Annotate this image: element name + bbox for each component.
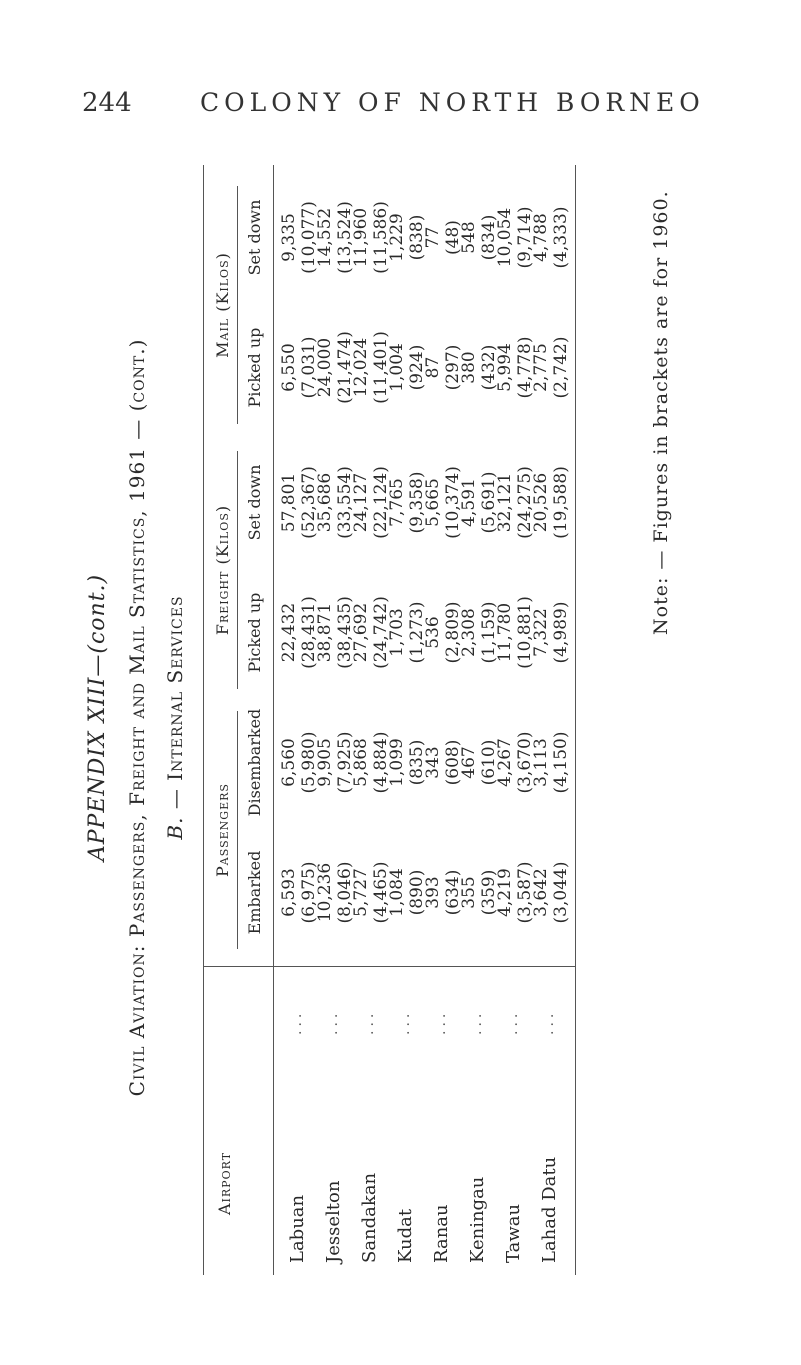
cell-value-1960: (2,809) (443, 601, 463, 664)
airport-header: Airport (215, 1151, 234, 1215)
table-cell (387, 570, 427, 695)
cell-value-1961: 467 (459, 746, 479, 779)
statistics-table (85, 150, 685, 1285)
cell-value-1961: 5,868 (351, 738, 371, 787)
cell-value-1960: (10,077) (299, 201, 319, 274)
table-cell (459, 570, 499, 695)
cell-value-1961: 7,765 (387, 478, 407, 527)
table-cell (315, 440, 355, 565)
cell-value-1960: (359) (479, 869, 499, 916)
cell-value-1960: (834) (479, 214, 499, 261)
subtitle-text: — Internal Services (163, 595, 187, 817)
cell-value-1960: (1,273) (407, 601, 427, 664)
cell-value-1960: (10,374) (443, 466, 463, 539)
cell-value-1960: (608) (443, 739, 463, 786)
page-number: 244 (82, 88, 132, 118)
cell-value-1960: (634) (443, 869, 463, 916)
bottom-rule (575, 165, 576, 1275)
table-cell (351, 700, 391, 825)
cell-value-1961: 22,432 (279, 602, 299, 663)
table-cell (459, 700, 499, 825)
table-cell (315, 305, 355, 430)
table-cell (459, 830, 499, 955)
cell-value-1960: (52,367) (299, 466, 319, 539)
cell-value-1960: (610) (479, 739, 499, 786)
cell-value-1960: (33,554) (335, 466, 355, 539)
table-cell (423, 305, 463, 430)
cell-value-1960: (2,742) (551, 336, 571, 399)
group-header: Mail (Kilos) (213, 252, 232, 358)
table-cell (423, 175, 463, 300)
table-subtitle (163, 150, 187, 1285)
table-heading: Civil Aviation: Passengers, Freight and Mail Statistics, 1961 — (cont.) (125, 338, 149, 1097)
cell-value-1960: (9,714) (515, 206, 535, 269)
column-header: Set down (245, 464, 264, 541)
cell-value-1961: 4,591 (459, 478, 479, 527)
leader-dots: ... (505, 1009, 521, 1035)
cell-value-1961: 1,084 (387, 868, 407, 917)
airport-name: Ranau (431, 1204, 452, 1263)
cell-value-1961: 1,099 (387, 738, 407, 787)
table-cell (531, 570, 571, 695)
table-cell (315, 700, 355, 825)
cell-value-1961: 380 (459, 351, 479, 384)
cell-value-1961: 9,335 (279, 213, 299, 262)
cell-value-1961: 12,024 (351, 337, 371, 398)
table-cell (531, 175, 571, 300)
cell-value-1960: (4,333) (551, 206, 571, 269)
cell-value-1960: (19,588) (551, 466, 571, 539)
cell-value-1961: 10,236 (315, 862, 335, 923)
appendix-label: APPENDIX XIII (85, 676, 110, 862)
leader-dots: ... (541, 1009, 557, 1035)
cell-value-1960: (10,881) (515, 596, 535, 669)
leader-dots: ... (397, 1009, 413, 1035)
table-cell (495, 305, 535, 430)
cell-value-1961: 6,550 (279, 343, 299, 392)
table-cell (315, 175, 355, 300)
cell-value-1960: (3,670) (515, 731, 535, 794)
cell-value-1961: 4,267 (495, 738, 515, 787)
table-cell (459, 305, 499, 430)
leader-dots: ... (433, 1009, 449, 1035)
cell-value-1960: (297) (443, 344, 463, 391)
table-cell (495, 830, 535, 955)
cell-value-1960: (5,980) (299, 731, 319, 794)
table-cell (279, 175, 319, 300)
cell-value-1961: 20,526 (531, 472, 551, 533)
cell-value-1960: (38,435) (335, 596, 355, 669)
subtitle-letter: B. (163, 816, 187, 840)
cell-value-1960: (6,975) (299, 861, 319, 924)
table-cell (351, 305, 391, 430)
table-cell (423, 830, 463, 955)
cell-value-1961: 32,121 (495, 472, 515, 533)
table-cell (531, 440, 571, 565)
table-cell (495, 700, 535, 825)
table-cell (387, 175, 427, 300)
cell-value-1960: (4,465) (371, 861, 391, 924)
cell-value-1960: (24,742) (371, 596, 391, 669)
leader-dots: ... (325, 1009, 341, 1035)
cell-value-1961: 3,642 (531, 868, 551, 917)
cell-value-1960: (924) (407, 344, 427, 391)
cell-value-1961: 6,593 (279, 868, 299, 917)
cell-value-1961: 27,692 (351, 602, 371, 663)
leader-dots: ... (361, 1009, 377, 1035)
leader-dots: ... (289, 1009, 305, 1035)
cell-value-1961: 10,054 (495, 207, 515, 268)
table-cell (279, 570, 319, 695)
cell-value-1961: 11,780 (495, 602, 515, 663)
table-cell (531, 700, 571, 825)
table-cell (351, 175, 391, 300)
table-cell (459, 440, 499, 565)
cell-value-1960: (5,691) (479, 471, 499, 534)
cell-value-1961: 1,703 (387, 608, 407, 657)
cell-value-1961: 35,686 (315, 472, 335, 533)
table-cell (423, 440, 463, 565)
cell-value-1961: 2,308 (459, 608, 479, 657)
cell-value-1960: (28,431) (299, 596, 319, 669)
cell-value-1961: 4,788 (531, 213, 551, 262)
cell-value-1960: (3,587) (515, 861, 535, 924)
cell-value-1960: (4,778) (515, 336, 535, 399)
group-rule (237, 451, 238, 689)
cell-value-1961: 5,665 (423, 478, 443, 527)
cell-value-1961: 1,004 (387, 343, 407, 392)
table-cell (279, 830, 319, 955)
table-cell (279, 700, 319, 825)
cell-value-1961: 536 (423, 616, 443, 649)
table-cell (351, 570, 391, 695)
table-cell (279, 440, 319, 565)
cell-value-1961: 38,871 (315, 602, 335, 663)
table-cell (315, 830, 355, 955)
airport-name: Tawau (503, 1203, 524, 1263)
column-header: Disembarked (245, 708, 264, 817)
cell-value-1961: 87 (423, 356, 443, 379)
cell-value-1961: 11,960 (351, 207, 371, 268)
cell-value-1961: 57,801 (279, 472, 299, 533)
top-rule (203, 165, 204, 1275)
table-cell (459, 175, 499, 300)
cell-value-1961: 7,322 (531, 608, 551, 657)
cell-value-1961: 24,000 (315, 337, 335, 398)
airport-divider (203, 966, 575, 967)
airport-name: Kudat (395, 1208, 416, 1263)
cell-value-1960: (432) (479, 344, 499, 391)
column-header: Picked up (245, 327, 264, 408)
column-header: Set down (245, 199, 264, 276)
cell-value-1960: (21,474) (335, 331, 355, 404)
group-rule (237, 711, 238, 949)
cell-value-1960: (8,046) (335, 861, 355, 924)
airport-name: Keningau (467, 1176, 488, 1263)
table-cell (351, 830, 391, 955)
cell-value-1961: 1,229 (387, 213, 407, 262)
airport-name: Lahad Datu (539, 1156, 560, 1263)
table-cell (495, 440, 535, 565)
cell-value-1961: 3,113 (531, 738, 551, 787)
cell-value-1961: 5,727 (351, 868, 371, 917)
appendix-cont: —(cont.) (85, 573, 110, 677)
cell-value-1960: (24,275) (515, 466, 535, 539)
table-cell (387, 830, 427, 955)
cell-value-1960: (22,124) (371, 466, 391, 539)
cell-value-1960: (13,524) (335, 201, 355, 274)
cell-value-1960: (1,159) (479, 601, 499, 664)
table-cell (495, 175, 535, 300)
group-header: Freight (Kilos) (213, 504, 232, 636)
airport-name: Labuan (287, 1194, 308, 1263)
cell-value-1960: (11,586) (371, 201, 391, 274)
cell-value-1961: 343 (423, 746, 443, 779)
cell-value-1961: 393 (423, 876, 443, 909)
note: Note: — Figures in brackets are for 1960. (650, 190, 672, 635)
table-cell (495, 570, 535, 695)
cell-value-1961: 548 (459, 221, 479, 254)
cell-value-1960: (7,031) (299, 336, 319, 399)
column-header: Picked up (245, 592, 264, 673)
table-cell (423, 700, 463, 825)
airport-name: Jesselton (323, 1180, 344, 1263)
cell-value-1961: 355 (459, 876, 479, 909)
cell-value-1960: (3,044) (551, 861, 571, 924)
group-header: Passengers (213, 783, 232, 877)
cell-value-1961: 14,552 (315, 207, 335, 268)
cell-value-1960: (9,358) (407, 471, 427, 534)
table-cell (279, 305, 319, 430)
table-cell (351, 440, 391, 565)
cell-value-1960: (7,925) (335, 731, 355, 794)
table-cell (531, 305, 571, 430)
cell-value-1960: (4,884) (371, 731, 391, 794)
cell-value-1960: (48) (443, 220, 463, 255)
cell-value-1960: (4,150) (551, 731, 571, 794)
header-rule (273, 165, 274, 1275)
cell-value-1961: 77 (423, 226, 443, 249)
running-head: COLONY OF NORTH BORNEO (200, 88, 705, 117)
airport-name: Sandakan (359, 1172, 380, 1263)
cell-value-1960: (4,989) (551, 601, 571, 664)
cell-value-1961: 24,127 (351, 472, 371, 533)
table-cell (387, 305, 427, 430)
column-header: Embarked (245, 850, 264, 935)
table-cell (315, 570, 355, 695)
table-cell (387, 440, 427, 565)
cell-value-1961: 9,905 (315, 738, 335, 787)
cell-value-1960: (11,401) (371, 331, 391, 404)
table-title (85, 150, 110, 1285)
cell-value-1961: 5,994 (495, 343, 515, 392)
cell-value-1961: 2,775 (531, 343, 551, 392)
cell-value-1961: 4,219 (495, 868, 515, 917)
table-cell (531, 830, 571, 955)
cell-value-1960: (890) (407, 869, 427, 916)
cell-value-1961: 6,560 (279, 738, 299, 787)
table-cell (387, 700, 427, 825)
cell-value-1960: (835) (407, 739, 427, 786)
cell-value-1960: (838) (407, 214, 427, 261)
table-cell (423, 570, 463, 695)
group-rule (237, 186, 238, 424)
leader-dots: ... (469, 1009, 485, 1035)
